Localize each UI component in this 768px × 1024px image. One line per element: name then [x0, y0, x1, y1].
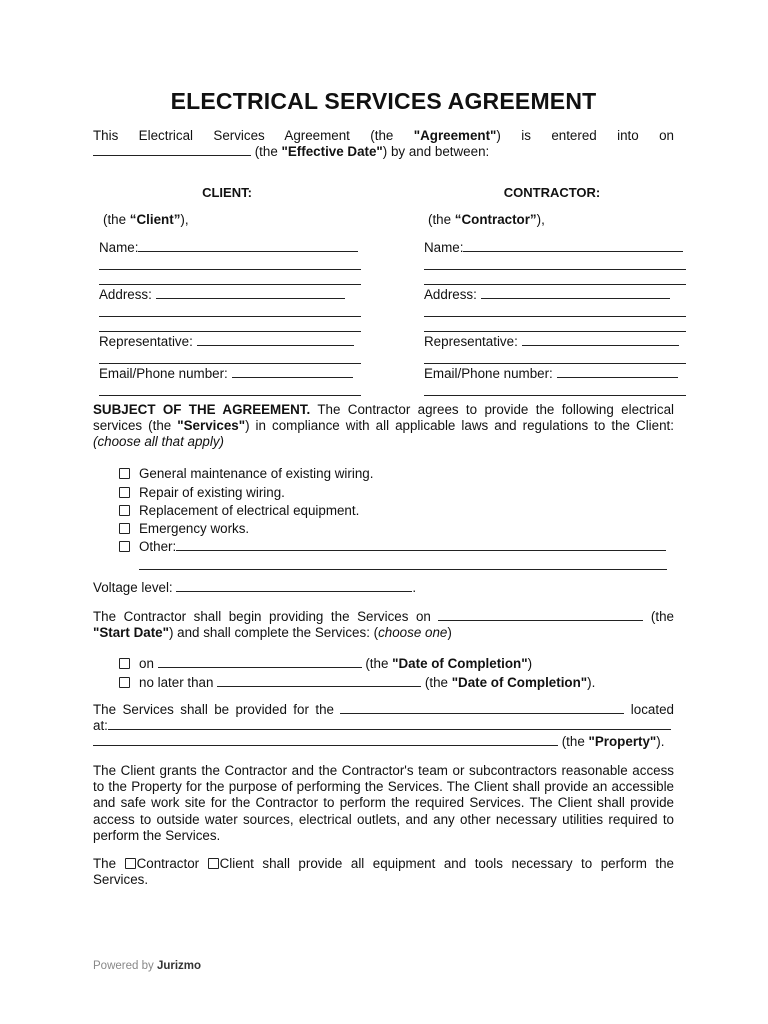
start-date-blank[interactable] [438, 609, 643, 621]
service-option-other[interactable]: Other: [119, 538, 674, 556]
client-definition: (the “Client”), [103, 211, 189, 227]
client-address-line-3[interactable] [99, 317, 361, 332]
property-address-blank-2[interactable] [93, 734, 558, 746]
checkbox-icon[interactable] [125, 858, 136, 869]
checkbox-icon[interactable] [119, 658, 130, 669]
service-option-maintenance[interactable]: General maintenance of existing wiring. [119, 465, 674, 483]
completion-option-no-later-than[interactable]: no later than (the "Date of Completion"). [119, 674, 674, 692]
contractor-address-line-3[interactable] [424, 317, 686, 332]
document-title: ELECTRICAL SERVICES AGREEMENT [170, 88, 597, 114]
contractor-name-line-3[interactable] [424, 270, 686, 285]
property-address-blank[interactable] [108, 718, 671, 730]
completion-option-on[interactable]: on (the "Date of Completion") [119, 655, 674, 673]
property-type-blank[interactable] [340, 702, 624, 714]
checkbox-icon[interactable] [208, 858, 219, 869]
client-name-field[interactable]: Name: [99, 240, 361, 255]
client-column [99, 185, 361, 396]
access-paragraph: The Client grants the Contractor and the Contractor's team or subcontractors reasonable access to the Property for the purpose of performing the Services. The Client shall provide an accessible and safe work site for the Contractor to perform the required Services. The Client shall provide access to outside water sources, electrical outlets, and any other necessary utilities required to perform the Services. [93, 762, 674, 843]
contractor-name-field[interactable]: Name: [424, 240, 686, 255]
checkbox-icon[interactable] [119, 677, 130, 688]
footer-branding: Powered by Jurizmo [93, 960, 202, 972]
contractor-name-line-2[interactable] [424, 255, 686, 270]
client-email-field[interactable]: Email/Phone number: [99, 366, 361, 381]
checkbox-icon[interactable] [119, 487, 130, 498]
client-representative-line-2[interactable] [99, 349, 361, 364]
client-address-field[interactable]: Address: [99, 287, 361, 302]
service-option-repair[interactable]: Repair of existing wiring. [119, 484, 674, 502]
property-line-1: The Services shall be provided for the located [93, 701, 674, 717]
effective-date-blank[interactable] [93, 144, 251, 156]
client-address-line-2[interactable] [99, 302, 361, 317]
start-line-2: "Start Date") and shall complete the Services: (choose one) [93, 625, 452, 641]
start-line-1: The Contractor shall begin providing the Services on (the [93, 608, 675, 624]
contractor-definition: (the “Contractor”), [428, 211, 545, 227]
other-blank[interactable] [176, 539, 666, 551]
intro-line-1: This Electrical Services Agreement (the "Agreement") is entered into on [93, 128, 674, 143]
subject-paragraph: SUBJECT OF THE AGREEMENT. The Contractor agrees to provide the following electrical services (the "Services") in compliance with all applicable laws and regulations to the Client: (choose all that apply) [93, 401, 674, 450]
contractor-representative-line-2[interactable] [424, 349, 686, 364]
parties-section [93, 185, 674, 397]
client-heading: CLIENT: [202, 184, 252, 200]
services-checklist [93, 465, 674, 569]
contractor-representative-field[interactable]: Representative: [424, 334, 686, 349]
brand-logo: Jurizmo [156, 960, 202, 972]
voltage-blank[interactable] [176, 580, 412, 592]
voltage-line: Voltage level: . [93, 579, 417, 595]
client-email-line-2[interactable] [99, 381, 361, 396]
equipment-paragraph: The Contractor Client shall provide all equipment and tools necessary to perform the Services. [93, 856, 674, 888]
other-blank-line-2[interactable] [139, 557, 667, 570]
intro-line-2: (the "Effective Date") by and between: [93, 144, 674, 160]
agreement-page [93, 88, 674, 889]
property-line-2: at: [93, 718, 674, 734]
property-line-3: (the "Property"). [93, 734, 674, 750]
checkbox-icon[interactable] [119, 505, 130, 516]
service-option-emergency[interactable]: Emergency works. [119, 520, 674, 538]
completion-options [93, 655, 674, 691]
contractor-column [424, 185, 686, 396]
contractor-email-line-2[interactable] [424, 381, 686, 396]
contractor-email-field[interactable]: Email/Phone number: [424, 366, 686, 381]
contractor-address-field[interactable]: Address: [424, 287, 686, 302]
client-representative-field[interactable]: Representative: [99, 334, 361, 349]
contractor-heading: CONTRACTOR: [503, 184, 601, 200]
client-name-line-3[interactable] [99, 270, 361, 285]
client-name-line-2[interactable] [99, 255, 361, 270]
checkbox-icon[interactable] [119, 523, 130, 534]
checkbox-icon[interactable] [119, 541, 130, 552]
contractor-address-line-2[interactable] [424, 302, 686, 317]
service-option-replacement[interactable]: Replacement of electrical equipment. [119, 502, 674, 520]
checkbox-icon[interactable] [119, 468, 130, 479]
